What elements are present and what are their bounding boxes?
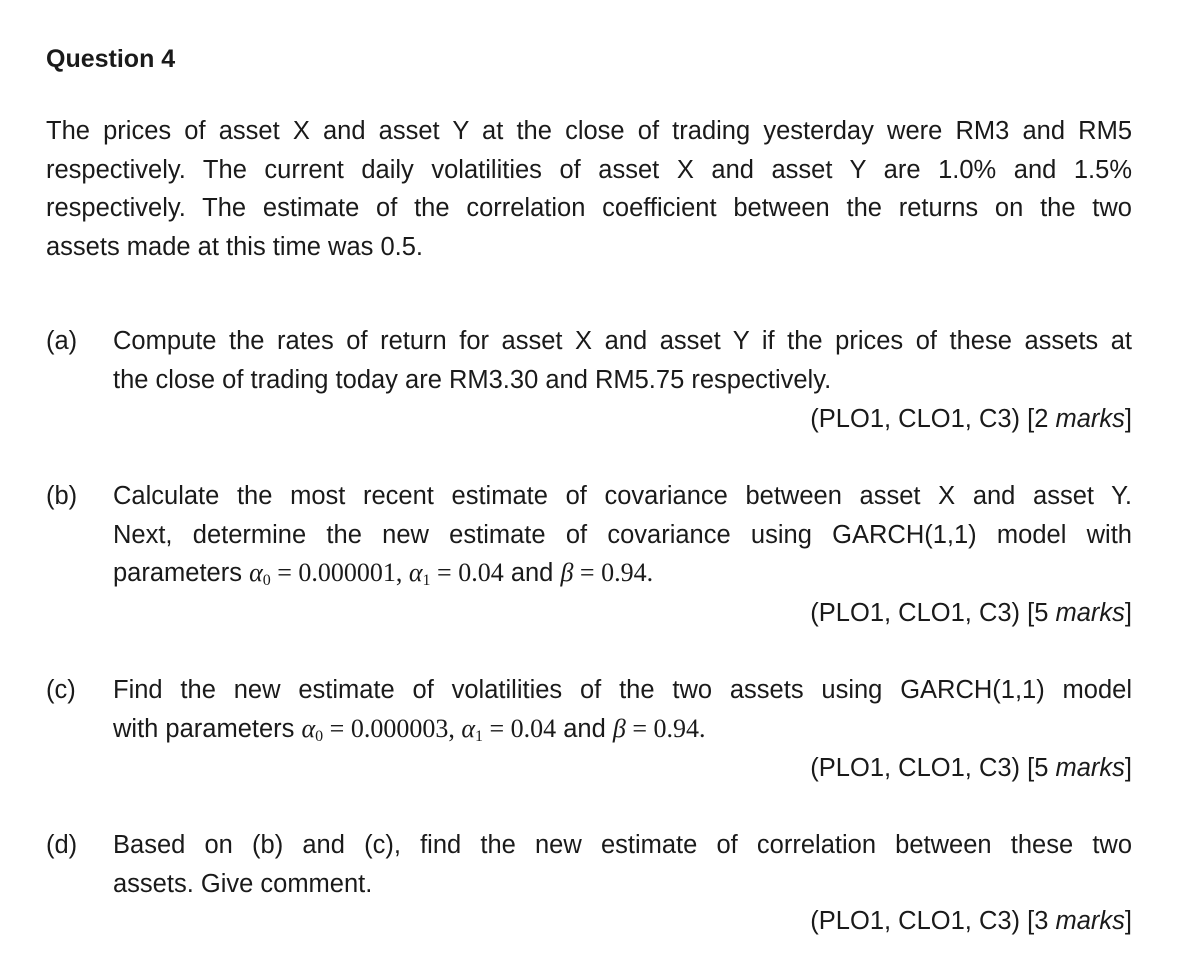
beta-value: 0.94	[653, 713, 700, 743]
marks-allocation	[810, 594, 1132, 633]
marks-prefix: (PLO1, CLO1, C3) [5	[810, 599, 1056, 627]
marks-word: marks	[1055, 907, 1125, 935]
part-d	[46, 826, 1132, 903]
formula-alpha0: $\alpha_0 = 0.000003$, $\alpha_1 = 0.04$	[301, 713, 557, 745]
part-text-line: Compute the rates of return for asset X and asset Y if the prices of these assets at	[113, 327, 1132, 355]
marks-word: marks	[1055, 754, 1125, 782]
part-b	[46, 477, 1132, 593]
intro-line: The prices of asset X and asset Y at the close of trading yesterday were RM3 and RM5	[46, 117, 1132, 145]
part-text-line: assets. Give comment.	[113, 869, 373, 898]
marks-word: marks	[1055, 405, 1125, 433]
part-text-line	[113, 710, 1132, 749]
formula-beta: β = 0.94.	[612, 713, 706, 743]
formula-beta: β = 0.94.	[560, 558, 654, 588]
question-heading: Question 4	[46, 45, 176, 73]
alpha0-value: 0.000001	[298, 558, 396, 588]
alpha1-value: 0.04	[458, 558, 504, 588]
marks-prefix: (PLO1, CLO1, C3) [3	[810, 907, 1056, 935]
and-word: and	[510, 559, 554, 588]
and-word: and	[563, 714, 606, 743]
params-intro: with parameters	[113, 714, 302, 743]
marks-allocation	[810, 902, 1132, 941]
marks-suffix: ]	[1124, 599, 1132, 627]
intro-line: respectively. The estimate of the correlation coefficient between the returns on the two	[46, 194, 1132, 223]
part-label: (a)	[46, 327, 78, 355]
alpha0-value: 0.000003	[350, 713, 449, 743]
question-intro	[46, 112, 1132, 267]
part-label: (c)	[46, 676, 76, 704]
part-text-line: Find the new estimate of volatilities of the two assets using GARCH(1,1) model	[113, 676, 1132, 704]
question-page	[46, 0, 1132, 953]
marks-suffix: ]	[1124, 405, 1132, 433]
marks-allocation	[810, 749, 1132, 788]
part-label: (b)	[46, 482, 78, 510]
marks-suffix: ]	[1124, 754, 1132, 782]
intro-line: respectively. The current daily volatilities of asset X and asset Y are 1.0% and 1.5%	[46, 155, 1132, 184]
formula-alpha0: $\alpha_0 = 0.000001$, $\alpha_1 = 0.04$	[249, 558, 504, 590]
part-text-line	[113, 554, 1132, 593]
marks-allocation	[810, 400, 1132, 439]
params-intro: parameters	[113, 559, 250, 588]
part-label: (d)	[46, 831, 78, 859]
marks-suffix: ]	[1124, 907, 1132, 935]
intro-line: assets made at this time was 0.5.	[46, 233, 423, 262]
part-a	[46, 322, 1132, 399]
marks-prefix: (PLO1, CLO1, C3) [5	[810, 754, 1056, 782]
part-text-line: the close of trading today are RM3.30 and RM5.75 respectively.	[113, 365, 832, 394]
marks-prefix: (PLO1, CLO1, C3) [2	[810, 405, 1056, 433]
part-text-line: Calculate the most recent estimate of covariance between asset X and asset Y.	[113, 482, 1132, 510]
part-text-line: Next, determine the new estimate of covariance using GARCH(1,1) model with	[113, 520, 1132, 549]
marks-word: marks	[1055, 599, 1125, 627]
beta-value: 0.94	[601, 558, 647, 588]
alpha1-value: 0.04	[510, 713, 557, 743]
part-c	[46, 671, 1132, 748]
part-text-line: Based on (b) and (c), find the new estimate of correlation between these two	[113, 831, 1132, 859]
